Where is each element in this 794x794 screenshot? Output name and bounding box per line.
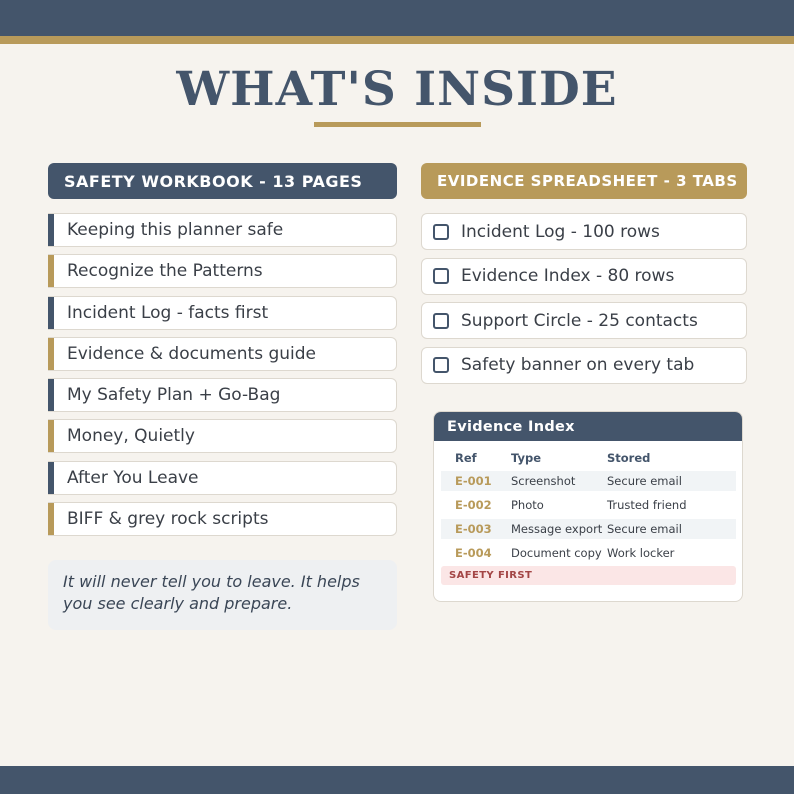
workbook-item-label: BIFF & grey rock scripts (67, 509, 269, 530)
workbook-item (48, 337, 397, 371)
navy-accent-bar (48, 462, 54, 494)
evidence-index-preview (433, 411, 743, 602)
workbook-item (48, 213, 397, 247)
workbook-header: SAFETY WORKBOOK - 13 PAGES (48, 163, 397, 199)
workbook-item (48, 296, 397, 330)
cell-stored: Secure email (607, 522, 682, 536)
spreadsheet-tab-item (421, 213, 747, 250)
workbook-item (48, 378, 397, 412)
workbook-page-list (48, 213, 397, 543)
tab-item-label: Safety banner on every tab (461, 355, 695, 375)
spreadsheet-tab-item (421, 258, 747, 295)
cell-stored: Trusted friend (607, 498, 687, 512)
workbook-item (48, 502, 397, 536)
navy-accent-bar (48, 379, 54, 411)
workbook-item-label: Incident Log - facts first (67, 302, 269, 323)
workbook-item-label: Evidence & documents guide (67, 343, 316, 364)
cell-type: Photo (511, 498, 544, 512)
cell-stored: Secure email (607, 474, 682, 488)
table-row (441, 495, 736, 515)
quote-box: It will never tell you to leave. It helps you see clearly and prepare. (48, 560, 397, 630)
workbook-item (48, 461, 397, 495)
evidence-index-title: Evidence Index (434, 412, 742, 441)
column-header-stored: Stored (607, 451, 651, 465)
gold-accent-bar (48, 255, 54, 287)
checkbox-icon (433, 313, 449, 329)
column-header-ref: Ref (455, 451, 477, 465)
navy-accent-bar (48, 214, 54, 246)
table-row (441, 471, 736, 491)
cell-stored: Work locker (607, 546, 675, 560)
spreadsheet-tab-list (421, 213, 747, 391)
cell-ref: E-001 (455, 474, 492, 488)
column-header-type: Type (511, 451, 542, 465)
table-header-row (441, 448, 736, 468)
workbook-item-label: After You Leave (67, 467, 199, 488)
gold-accent-bar (48, 338, 54, 370)
workbook-item (48, 419, 397, 453)
page-title: WHAT'S INSIDE (176, 62, 618, 117)
gold-accent-bar (48, 420, 54, 452)
checkbox-icon (433, 268, 449, 284)
tab-item-label: Incident Log - 100 rows (461, 221, 660, 242)
workbook-item-label: Money, Quietly (67, 426, 195, 447)
checkbox-icon (433, 357, 449, 373)
cell-type: Screenshot (511, 474, 576, 488)
top-banner-bar (0, 0, 794, 36)
spreadsheet-tab-item (421, 302, 747, 339)
cell-ref: E-004 (455, 546, 492, 560)
tab-item-label: Support Circle - 25 contacts (461, 310, 698, 331)
spreadsheet-tab-item (421, 347, 747, 384)
table-row (441, 543, 736, 563)
cell-type: Document copy (511, 546, 602, 560)
workbook-item (48, 254, 397, 288)
safety-first-banner: SAFETY FIRST (441, 566, 736, 585)
workbook-item-label: Recognize the Patterns (67, 261, 263, 282)
navy-accent-bar (48, 297, 54, 329)
table-row (441, 519, 736, 539)
spreadsheet-header: EVIDENCE SPREADSHEET - 3 TABS (421, 163, 747, 199)
evidence-table (441, 448, 736, 567)
workbook-item-label: Keeping this planner safe (67, 220, 284, 240)
top-accent-stripe (0, 36, 794, 44)
cell-ref: E-003 (455, 522, 492, 536)
tab-item-label: Evidence Index - 80 rows (461, 266, 675, 286)
checkbox-icon (433, 224, 449, 240)
gold-accent-bar (48, 503, 54, 535)
workbook-item-label: My Safety Plan + Go-Bag (67, 385, 281, 406)
bottom-banner-bar (0, 766, 794, 794)
cell-type: Message export (511, 522, 603, 536)
title-underline (314, 122, 481, 127)
cell-ref: E-002 (455, 498, 492, 512)
